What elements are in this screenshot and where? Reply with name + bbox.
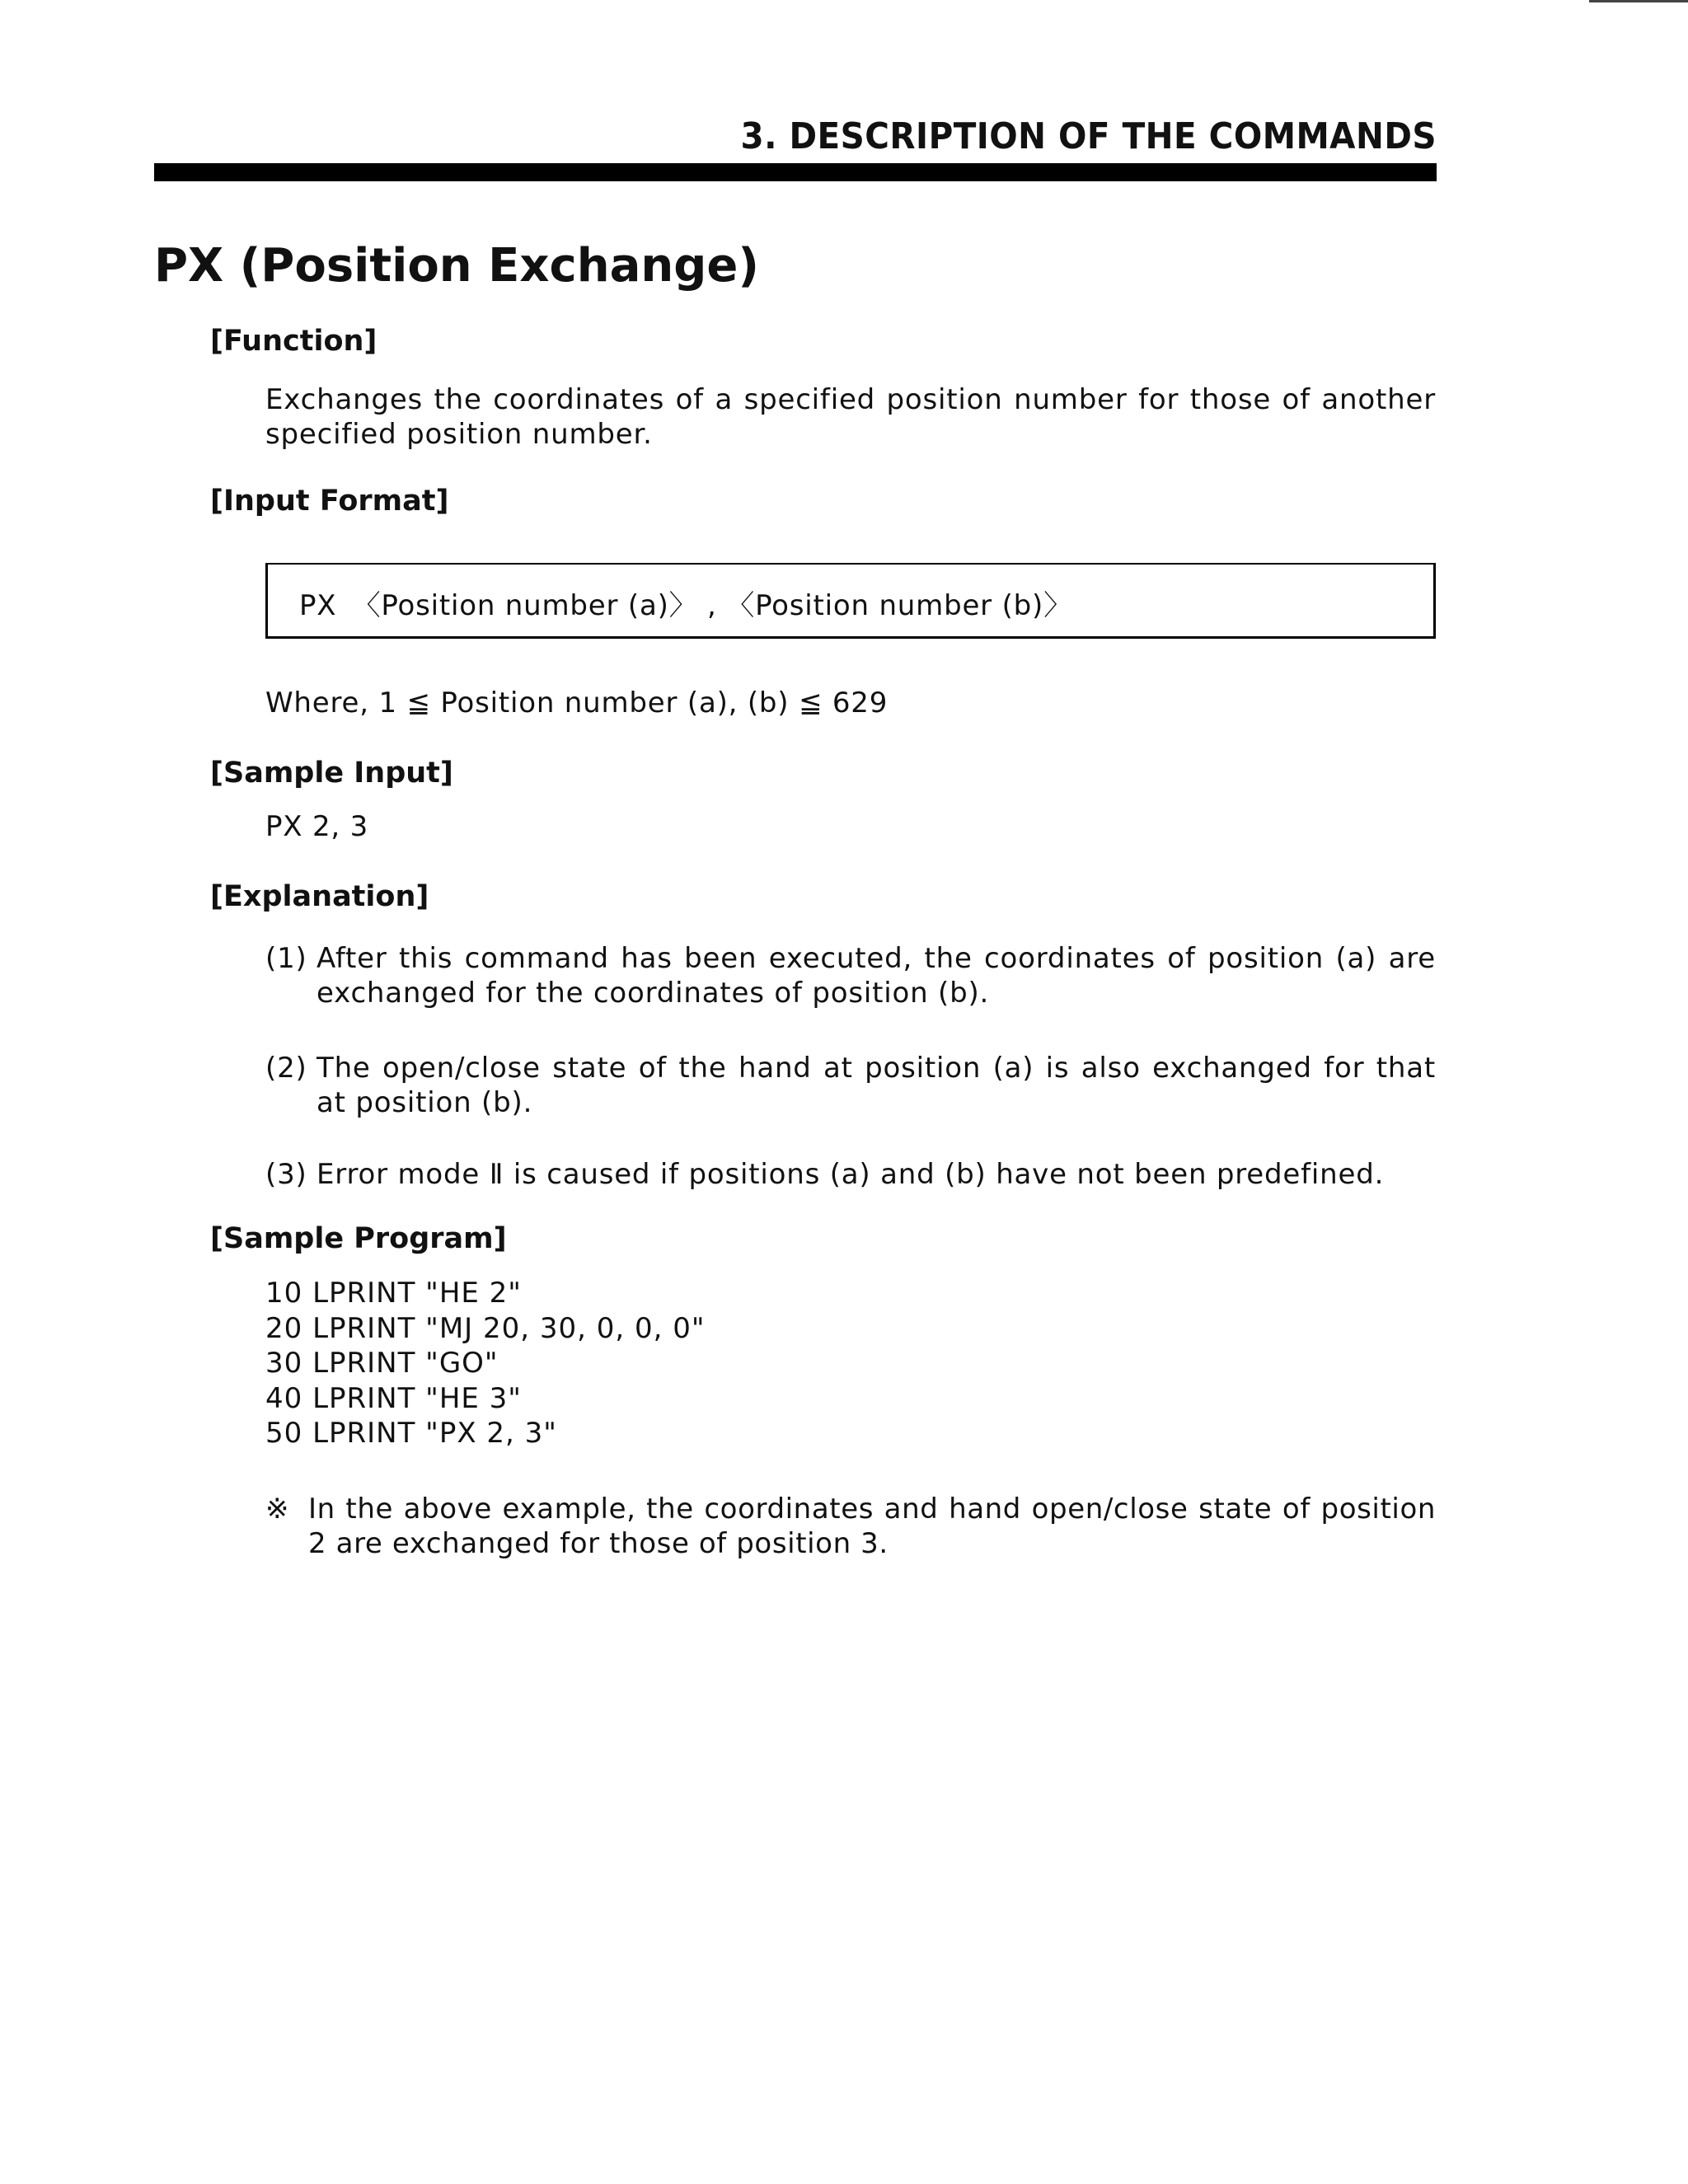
explanation-item [265, 1157, 1436, 1192]
input-format-label: [Input Format] [210, 485, 449, 518]
input-format-box [265, 563, 1436, 639]
code-line: 40 LPRINT "HE 3" [265, 1381, 522, 1415]
function-label: [Function] [210, 325, 377, 358]
explanation-item-number: (3) [265, 1158, 307, 1191]
note-text: In the above example, the coordinates and hand open/close state of position 2 are exchanged for those of position 3. [308, 1493, 1436, 1560]
input-format-where: Where, 1 ≦ Position number (a), (b) ≦ 629 [265, 687, 889, 719]
explanation-item [265, 1051, 1436, 1120]
input-format-syntax: PX 〈Position number (a)〉 , 〈Position number (b)〉 [299, 589, 1072, 622]
sample-program-label: [Sample Program] [210, 1222, 507, 1255]
code-line: 10 LPRINT "HE 2" [265, 1277, 522, 1310]
code-line: 30 LPRINT "GO" [265, 1347, 499, 1380]
explanation-item-text: The open/close state of the hand at position (a) is also exchanged for that at position (b). [316, 1052, 1436, 1119]
explanation-item-number: (1) [265, 942, 307, 975]
code-line: 50 LPRINT "PX 2, 3" [265, 1417, 557, 1450]
explanation-item-text: After this command has been executed, the coordinates of position (a) are exchanged for the coordinates of position (b). [316, 942, 1436, 1010]
function-text: Exchanges the coordinates of a specified position number for those of another specified position number. [265, 383, 1436, 451]
header-rule [154, 163, 1437, 181]
explanation-item-text: Error mode Ⅱ is caused if positions (a) and (b) have not been predefined. [316, 1158, 1385, 1191]
explanation-item-number: (2) [265, 1052, 307, 1085]
explanation-label: [Explanation] [210, 880, 429, 913]
sample-program-code [265, 1276, 706, 1451]
sample-input-text: PX 2, 3 [265, 810, 369, 843]
corner-scan-line [1589, 0, 1688, 2]
chapter-header: 3. DESCRIPTION OF THE COMMANDS [740, 115, 1437, 157]
explanation-item [265, 941, 1436, 1010]
example-note [265, 1492, 1436, 1561]
code-line: 20 LPRINT "MJ 20, 30, 0, 0, 0" [265, 1311, 706, 1345]
sample-input-label: [Sample Input] [210, 757, 453, 790]
page-title: PX (Position Exchange) [154, 239, 759, 293]
reference-mark-icon: ※ [265, 1493, 290, 1526]
